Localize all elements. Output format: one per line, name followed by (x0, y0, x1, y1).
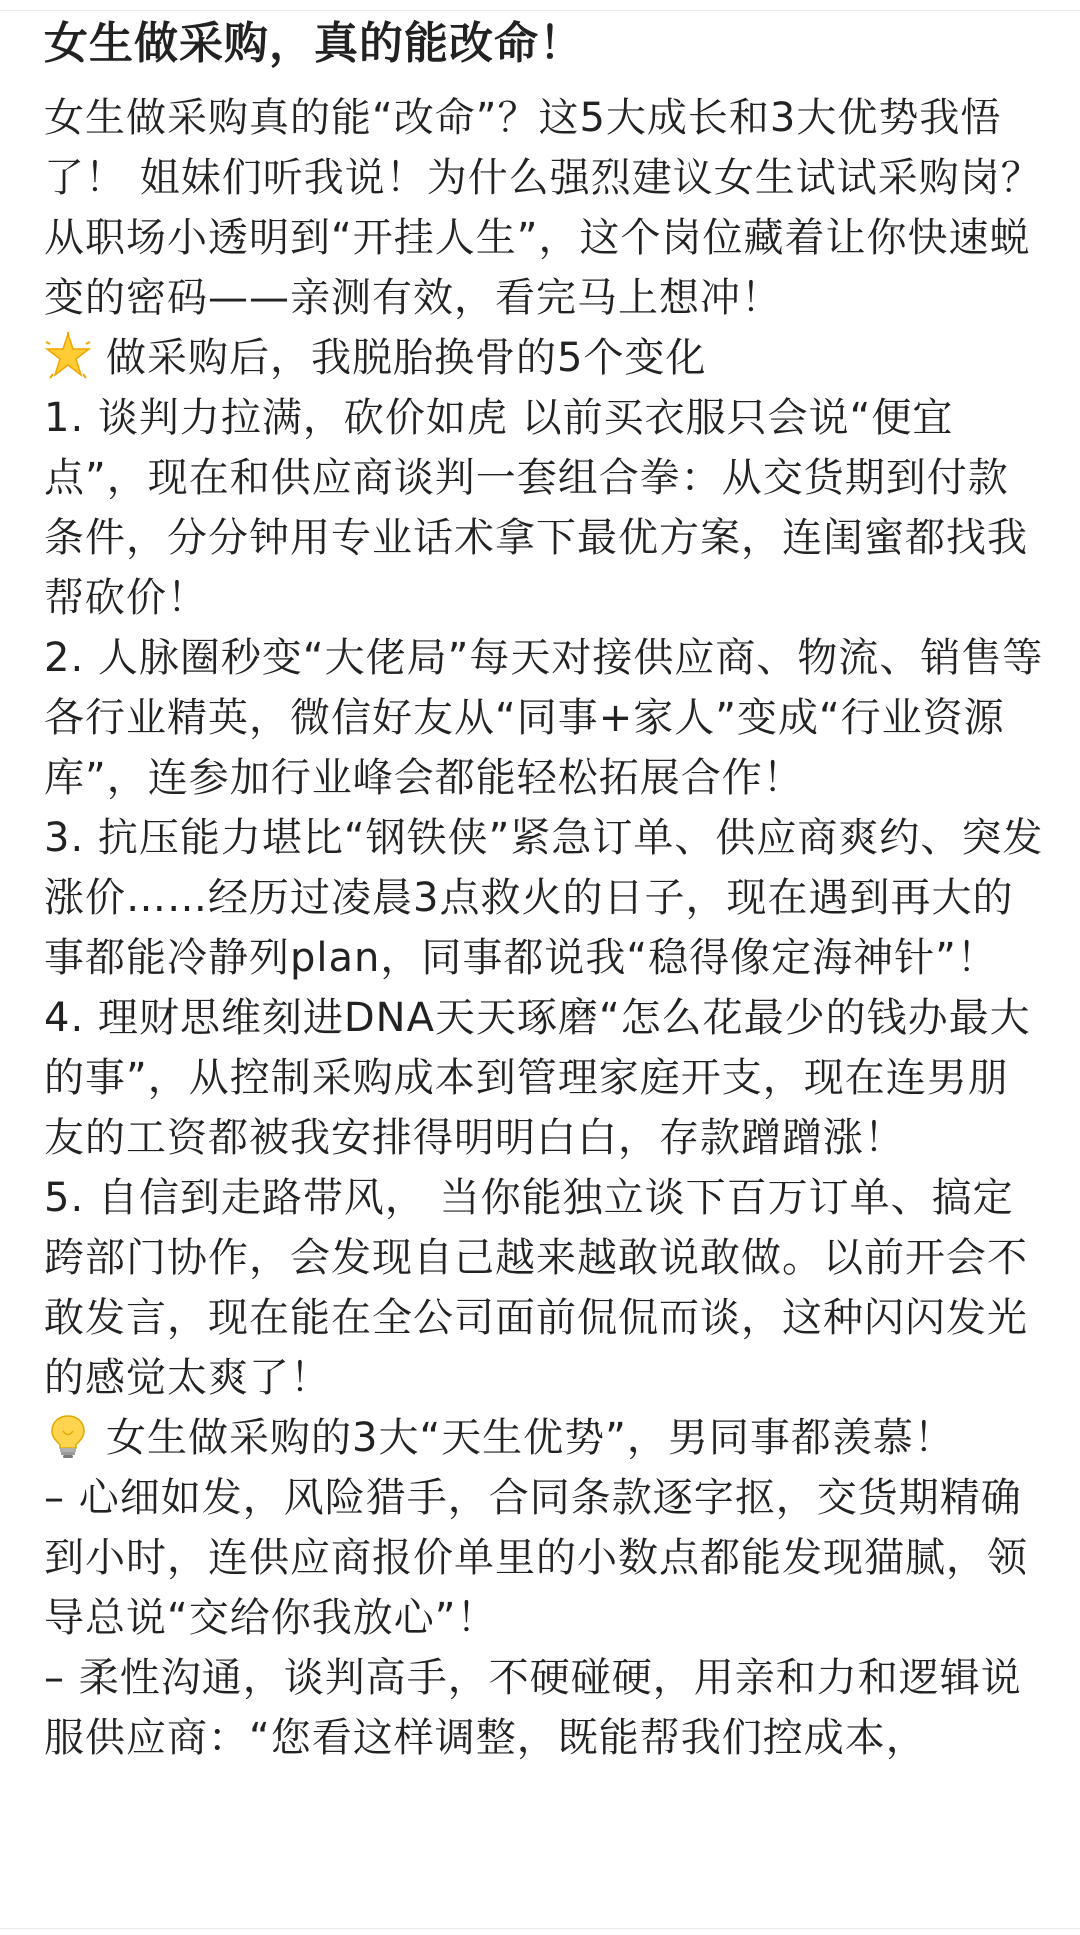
section-heading-changes (44, 328, 1044, 388)
list-item: 4. 理财思维刻进DNA天天琢磨“怎么花最少的钱办最大的事”，从控制采购成本到管理家庭开支，现在连男朋友的工资都被我安排得明明白白，存款蹭蹭涨！ (44, 995, 1031, 1161)
glowing-star-icon (44, 332, 92, 380)
list-item: 1. 谈判力拉满，砍价如虎 以前买衣服只会说“便宜点”，现在和供应商谈判一套组合拳：从交货期到付款条件，分分钟用专业话术拿下最优方案，连闺蜜都找我帮砍价！ (44, 395, 1028, 621)
list-item: – 柔性沟通，谈判高手，不硬碰硬，用亲和力和逻辑说服供应商：“您看这样调整，既能帮我们控成本， (44, 1655, 1022, 1761)
post-body (44, 88, 1044, 1768)
top-divider (0, 10, 1080, 11)
bottom-divider (0, 1928, 1080, 1929)
intro-paragraph: 女生做采购真的能“改命”？这5大成长和3大优势我悟了！ 姐妹们听我说！为什么强烈建议女生试试采购岗？从职场小透明到“开挂人生”，这个岗位藏着让你快速蜕变的密码——亲测有效，看完马上想冲！ (44, 95, 1042, 321)
section-heading-advantages (44, 1408, 1044, 1468)
post-title: 女生做采购，真的能改命！ (44, 18, 584, 69)
list-item: 2. 人脉圈秒变“大佬局”每天对接供应商、物流、销售等各行业精英，微信好友从“同事+家人”变成“行业资源库”，连参加行业峰会都能轻松拓展合作！ (44, 635, 1044, 801)
light-bulb-icon (44, 1412, 92, 1460)
section-heading-text: 做采购后，我脱胎换骨的5个变化 (106, 335, 707, 381)
post-content (44, 14, 1044, 1768)
section-heading-text: 女生做采购的3大“天生优势”，男同事都羡慕！ (106, 1415, 955, 1461)
list-item: – 心细如发，风险猎手，合同条款逐字抠，交货期精确到小时，连供应商报价单里的小数点都能发现猫腻，领导总说“交给你我放心”！ (44, 1475, 1028, 1641)
list-item: 5. 自信到走路带风， 当你能独立谈下百万订单、搞定跨部门协作，会发现自己越来越敢说敢做。以前开会不敢发言，现在能在全公司面前侃侃而谈，这种闪闪发光的感觉太爽了！ (44, 1175, 1028, 1401)
list-item: 3. 抗压能力堪比“钢铁侠”紧急订单、供应商爽约、突发涨价……经历过凌晨3点救火的日子，现在遇到再大的事都能冷静列plan，同事都说我“稳得像定海神针”！ (44, 815, 1044, 981)
